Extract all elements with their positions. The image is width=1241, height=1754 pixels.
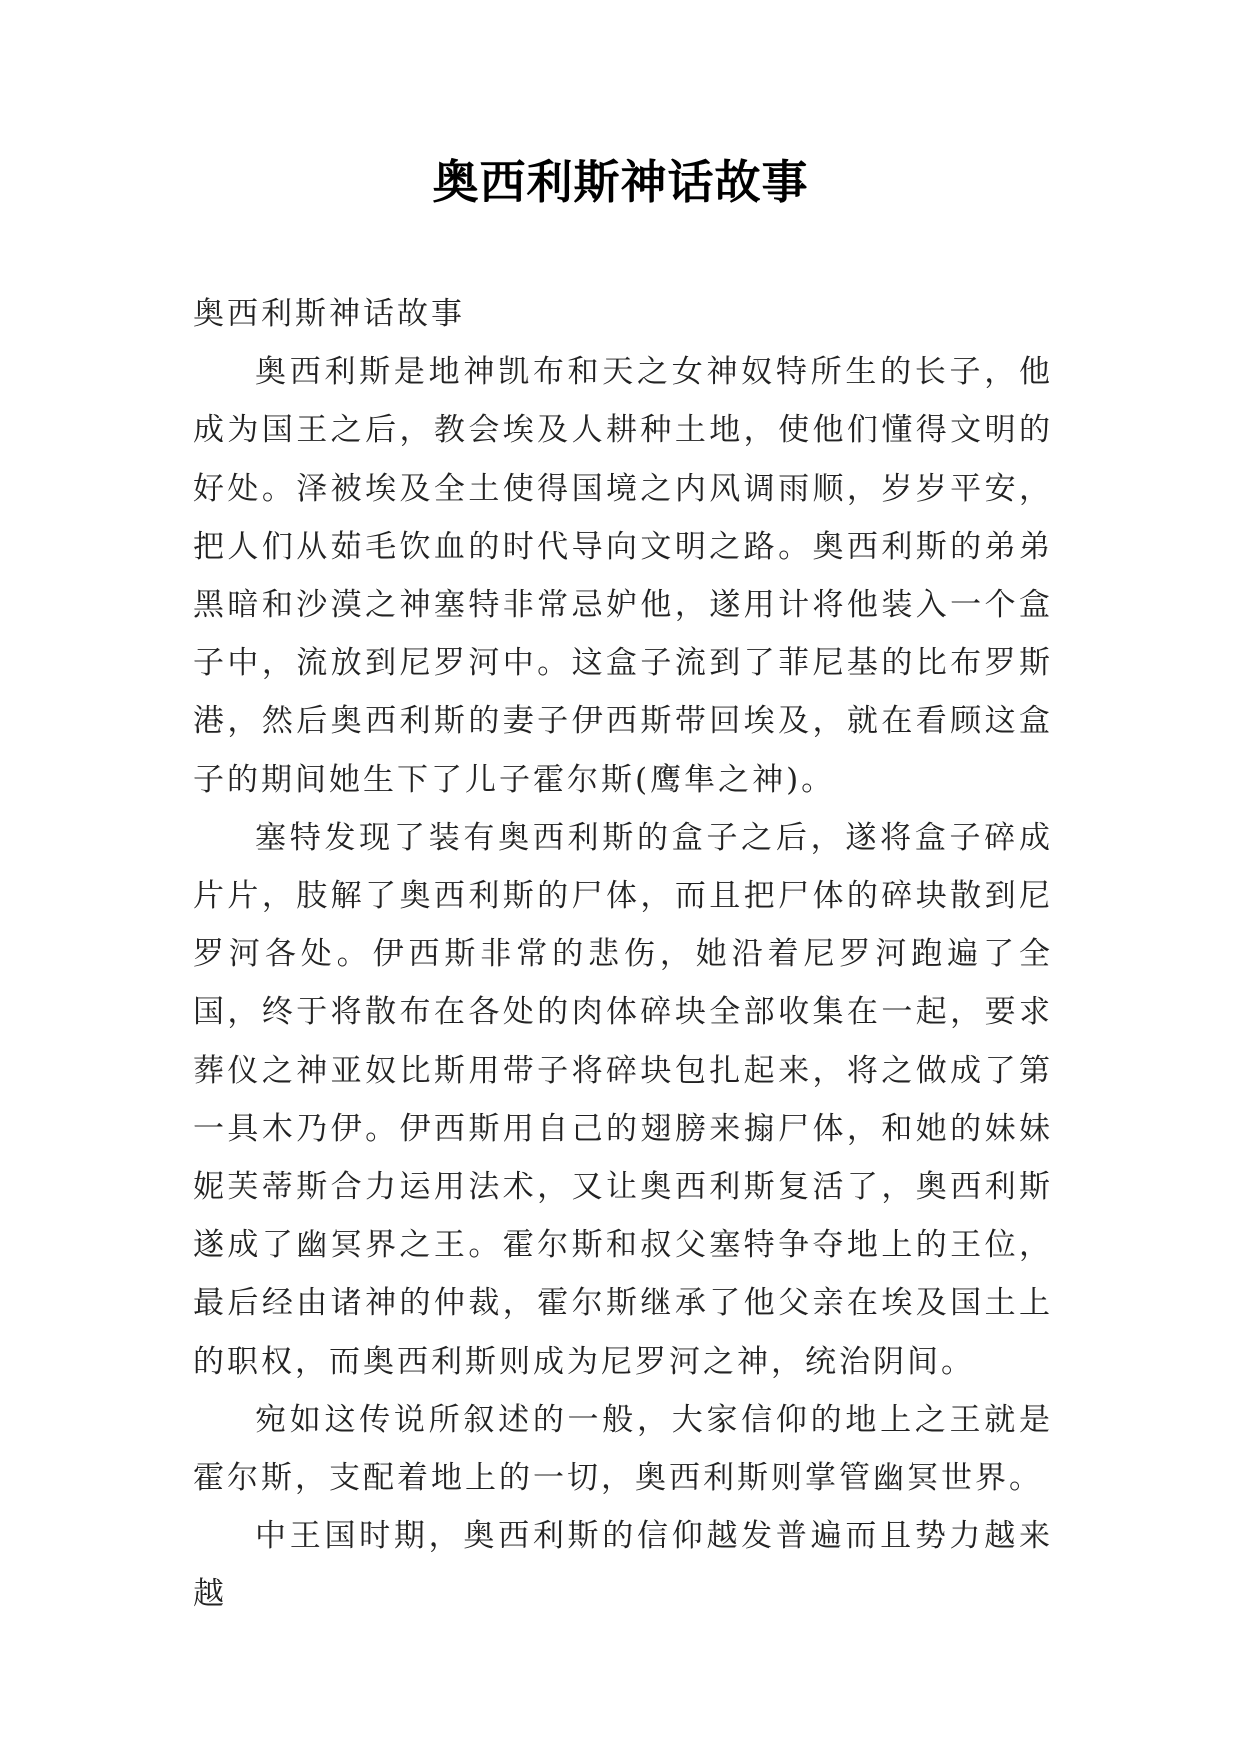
document-subheading: 奥西利斯神话故事 <box>193 296 465 332</box>
document-title: 奥西利斯神话故事 <box>432 155 809 209</box>
paragraph: 中王国时期，奥西利斯的信仰越发普遍而且势力越来越 <box>193 1518 1053 1613</box>
document-body <box>193 285 1053 1624</box>
paragraph: 奥西利斯是地神凯布和天之女神奴特所生的长子，他成为国王之后，教会埃及人耕种土地，使他们懂得文明的好处。泽被埃及全土使得国境之内风调雨顺，岁岁平安，把人们从茹毛饮血的时代导向文明之路。奥西利斯的弟弟黑暗和沙漠之神塞特非常忌妒他，遂用计将他装入一个盒子中，流放到尼罗河中。这盒子流到了菲尼基的比布罗斯港，然后奥西利斯的妻子伊西斯带回埃及，就在看顾这盒子的期间她生下了儿子霍尔斯(鹰隼之神)。 <box>193 354 1053 798</box>
paragraph: 塞特发现了装有奥西利斯的盒子之后，遂将盒子碎成片片，肢解了奥西利斯的尸体，而且把尸体的碎块散到尼罗河各处。伊西斯非常的悲伤，她沿着尼罗河跑遍了全国，终于将散布在各处的肉体碎块全部收集在一起，要求葬仪之神亚奴比斯用带子将碎块包扎起来，将之做成了第一具木乃伊。伊西斯用自己的翅膀来搧尸体，和她的妹妹妮芙蒂斯合力运用法术，又让奥西利斯复活了，奥西利斯遂成了幽冥界之王。霍尔斯和叔父塞特争夺地上的王位，最后经由诸神的仲裁，霍尔斯继承了他父亲在埃及国土上的职权，而奥西利斯则成为尼罗河之神，统治阴间。 <box>193 819 1053 1380</box>
paragraph: 宛如这传说所叙述的一般，大家信仰的地上之王就是霍尔斯，支配着地上的一切，奥西利斯则掌管幽冥世界。 <box>193 1401 1053 1497</box>
